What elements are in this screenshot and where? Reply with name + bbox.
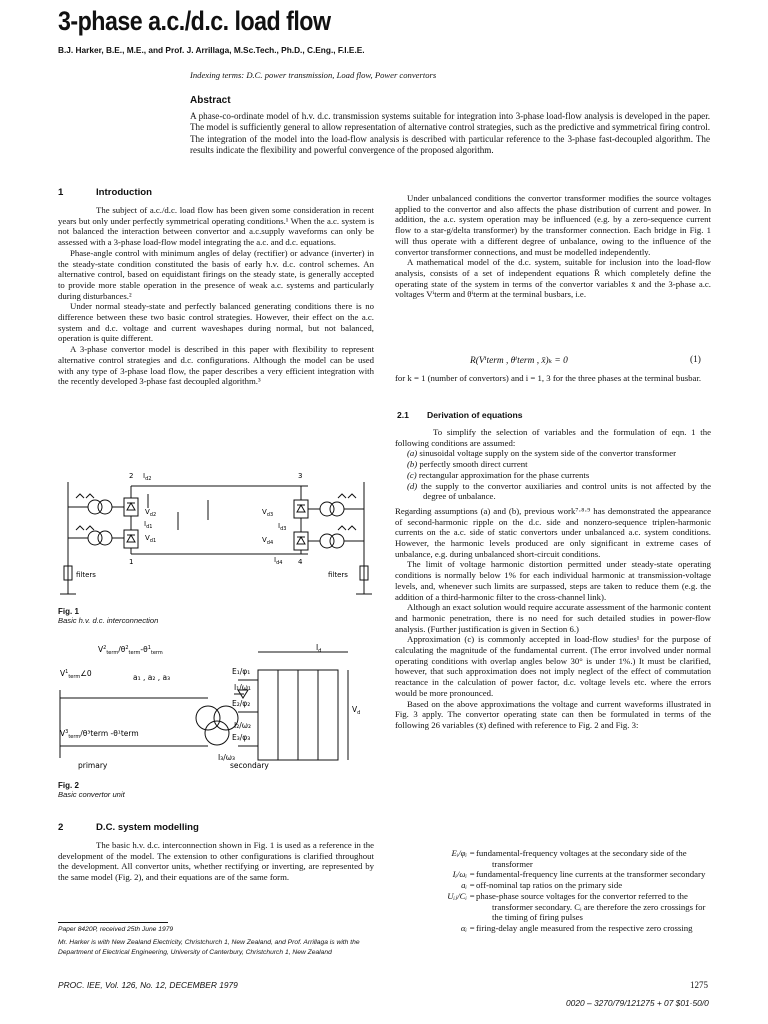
secondary-label: secondary [230, 761, 269, 770]
i3-label: I₃/ω₃ [218, 753, 236, 762]
paragraph: Under unbalanced conditions the convertor transformer modifies the source voltages applied to the convertor and also affects the phase distribution of current and power. In addition, the a.c. system operation may be influenced (e.g. by a zero-sequence current flow to a star-g/delta transformer) by the transformer connection. Each bridge in Fig. 1 will thus operate with a different degree of unbalance, owing to the influence of the convertor transformer connections, and must be modelled independently. [395, 193, 711, 257]
node-label: 2 [129, 472, 134, 480]
section-2-body [58, 840, 374, 883]
subsection-2-1-heading [397, 410, 523, 420]
issn-code: 0020 – 3270/79/121275 + 07 $01·50/0 [566, 998, 709, 1008]
paragraph: The subject of a.c./d.c. load flow has been given some consideration in recent years but only under perfectly symmetrical operating conditions.¹ When the a.c. system is not balanced the interaction between convertor and a.c.supply waveforms can only be assessed with a 3-phase load-flow model integrating the a.c. and d.c. equations. [58, 205, 374, 248]
node-label: 1 [129, 558, 134, 566]
footnote [58, 925, 374, 957]
page-number: 1275 [690, 980, 708, 990]
subsection-number: 2.1 [397, 410, 409, 420]
e2-label: E₂/φ₂ [232, 699, 251, 708]
figure-label: Fig. 2 [58, 781, 79, 790]
e1-label: E₁/φ₁ [232, 667, 251, 676]
figure-1-diagram [58, 470, 374, 610]
section-1-heading [58, 187, 152, 198]
conditions-list [395, 448, 711, 502]
figure-caption-text: Basic convertor unit [58, 790, 125, 799]
v1-label: $V^1_{term}\angle 0$ [60, 669, 92, 680]
paragraph: The limit of voltage harmonic distortion permitted under steady-state operating conditions is normally below 1% for each individual harmonic at transmission-voltage levels, and, whenever such limits are surpassed, steps are taken to reduce them (e.g. the addition of a third-harmonic filter to the cross-channel link). [395, 559, 711, 602]
section-number: 1 [58, 187, 64, 198]
definition-row: Eᵢ/φᵢ = fundamental-frequency voltages at the secondary side of the transformer [451, 848, 687, 869]
tap-ratio-label: a₁ , a₂ , a₃ [133, 673, 171, 682]
paragraph: Based on the above approximations the voltage and current waveforms illustrated in Fig. 3 apply. The convertor operating state can then be formulated in terms of the following 26 variables (x̄) defined with reference to Fig. 2 and Fig. 3: [395, 698, 711, 730]
voltage-label: $V_{d1}$ [145, 534, 157, 544]
paragraph: Although an exact solution would require accurate assessment of the harmonic content and harmonic penetration, there is no need for such detailed studies in power-flow analysis. (Further justification is given in Section 6.) [395, 602, 711, 634]
current-label: $I_{d3}$ [278, 522, 287, 532]
node-label: 4 [298, 558, 303, 566]
list-item: (d) the supply to the convertor auxiliaries and control units is not affected by the degree of unbalance. [407, 480, 712, 502]
node-label: 3 [298, 472, 303, 480]
paragraph: Approximation (c) is commonly accepted in load-flow studies¹ for the purpose of calculating the magnitude of the fundamental current. (The error involved under normal operating conditions with overlap angles below 30° is under 1%.) It must be clarified, however, that such approximation does not imply neglect of the effect of commutation reactance in the calculation of power factor, d.c. voltage levels etc. where the errors would be more pronounced. [395, 634, 711, 698]
current-label: $I_{d4}$ [274, 556, 283, 566]
variable-definitions [395, 848, 711, 934]
i1-label: I₁/ω₁ [234, 683, 252, 692]
abstract-heading: Abstract [190, 95, 231, 106]
paragraph: A 3-phase convertor model is described in this paper with flexibility to represent alternative control strategies and d.c. configurations. Although the model can be used with any type of 3-phase load flow, the paper describes a very efficient integration with the recently developed 3-phase fast decoupled algorithm.³ [58, 344, 374, 387]
footnote-rule [58, 922, 168, 923]
paragraph: Regarding assumptions (a) and (b), previous work⁷·⁸·⁹ has demonstrated the appearance of second-harmonic ripple on the d.c. side and nonzero-sequence triplen-harmonic currents on the a.c. side of static convertors under unbalanced a.c. system conditions. However, the harmonic levels produced are only significant in extreme cases of unbalance, e.g. during unbalanced short-circuit conditions. [395, 505, 711, 559]
equation-1: R(Vⁱterm , θⁱterm , x̄)ₖ = 0 [470, 356, 568, 366]
equation-note: for k = 1 (number of convertors) and i = 1, 3 for the three phases at the terminal busbar. [395, 373, 702, 383]
figure-caption-text: Basic h.v. d.c. interconnection [58, 616, 159, 625]
section-number: 2 [58, 822, 64, 833]
primary-label: primary [78, 761, 108, 770]
paragraph: Under normal steady-state and perfectly balanced generating conditions there is no difference between these two basic control strategies. However, their effect on the a.c. system and d.c. voltage and current waveshapes during normal, but not balanced, operation is quite different. [58, 301, 374, 344]
paragraph: Phase-angle control with minimum angles of delay (rectifier) or advance (inverter) in the steady-state condition constituted the basis of early h.v. d.c. control schemes. An alternative control, based on equidistant firings on the steady state, is generally accepted to provide more stable operation in the presence of weak a.c. systems and particularly during disturbances.² [58, 247, 374, 301]
voltage-label: $V_{d3}$ [262, 508, 274, 518]
figure-label: Fig. 1 [58, 607, 79, 616]
subsection-title: Derivation of equations [427, 410, 523, 420]
equation-number: (1) [690, 355, 701, 365]
affiliation-note: Mr. Harker is with New Zealand Electricity, Christchurch 1, New Zealand, and Prof. Arrillaga is with the Department of Electrical Engineering, University of Canterbury, Christchurch 1, New Zealand [58, 939, 360, 956]
paragraph: A mathematical model of the d.c. system, suitable for inclusion into the load-flow analysis, consists of a set of independent equations R̄ which completely define the operating state of the system in terms of the convertor variables x̄ and the 3-phase a.c. voltages Vⁱterm and θⁱterm at the terminal busbars, i.e. [395, 257, 711, 300]
indexing-terms: Indexing terms: D.C. power transmission, Load flow, Power convertors [190, 70, 437, 80]
list-item: (a) sinusoidal voltage supply on the system side of the convertor transformer [407, 448, 677, 459]
right-column-intro [395, 193, 711, 300]
definition-row: αᵢ = firing-delay angle measured from the respective zero crossing [460, 922, 693, 933]
definition-row: aᵢ = off-nominal tap ratios on the primary side [461, 880, 623, 891]
voltage-label: $V_{d2}$ [145, 508, 157, 518]
definition-row: Uᵢⱼ/Cᵢ = phase-phase source voltages for the convertor referred to the transformer secondary. Cᵢ are therefore the zero crossings for the timing of firing pulses [447, 890, 706, 923]
id-label: $I_d$ [316, 643, 322, 654]
filters-label: filters [76, 571, 96, 579]
subsection-body [395, 427, 711, 731]
section-2-heading [58, 822, 199, 833]
paper-title: 3-phase a.c./d.c. load flow [58, 6, 331, 36]
current-label: $I_{d2}$ [143, 472, 152, 482]
section-title: Introduction [96, 187, 152, 198]
figure-1-caption [58, 607, 158, 625]
vd-label: $V_d$ [352, 705, 361, 716]
i2-label: I₂/ω₂ [234, 721, 252, 730]
figure-2-caption [58, 781, 125, 799]
list-item: (c) rectangular approximation for the phase currents [407, 469, 590, 480]
figure-2-diagram [58, 640, 374, 775]
list-item: (b) perfectly smooth direct current [407, 459, 528, 470]
voltage-label: $V_{d4}$ [262, 536, 274, 546]
e3-label: E₃/φ₃ [232, 733, 251, 742]
section-title: D.C. system modelling [96, 822, 199, 833]
paragraph: To simplify the selection of variables and the formulation of eqn. 1 the following conditions are assumed: [395, 427, 711, 448]
filters-label: filters [328, 571, 348, 579]
authors: B.J. Harker, B.E., M.E., and Prof. J. Arrillaga, M.Sc.Tech., Ph.D., C.Eng., F.I.E.E. [58, 45, 365, 55]
definition-row: Iᵢ/ωᵢ = fundamental-frequency line currents at the transformer secondary [452, 869, 706, 880]
abstract-text: A phase-co-ordinate model of h.v. d.c. transmission systems suitable for integration into 3-phase load-flow analysis is developed in the paper. The model is sufficiently general to allow representation of alternative control strategies, such as the predictive and symmetrical firing control. The integration of the model into the load-flow analysis is described with particular reference to the 3-phase fast-decoupled algorithm. The results indicate the flexibility and powerful convergence of the proposed algorithm. [190, 111, 710, 155]
vterm-top-label: $V^2_{term}/\theta^2_{term}-\theta^1_{term}$ [98, 645, 163, 656]
section-1-body [58, 205, 374, 387]
current-label: $I_{d1}$ [144, 520, 153, 530]
received-note: Paper 8420P, received 25th June 1979 [58, 926, 174, 933]
paragraph: The basic h.v. d.c. interconnection shown in Fig. 1 is used as a reference in the development of the model. The extension to other configurations is clarified throughout the development. All convertor units, whether rectifying or inverting, are represented by the same model (Fig. 2), and their equations are of the same form. [58, 840, 374, 883]
journal-reference: PROC. IEE, Vol. 126, No. 12, DECEMBER 1979 [58, 980, 238, 990]
v3-label: $V^3_{term}$/θ³term -θ¹term [60, 729, 139, 740]
